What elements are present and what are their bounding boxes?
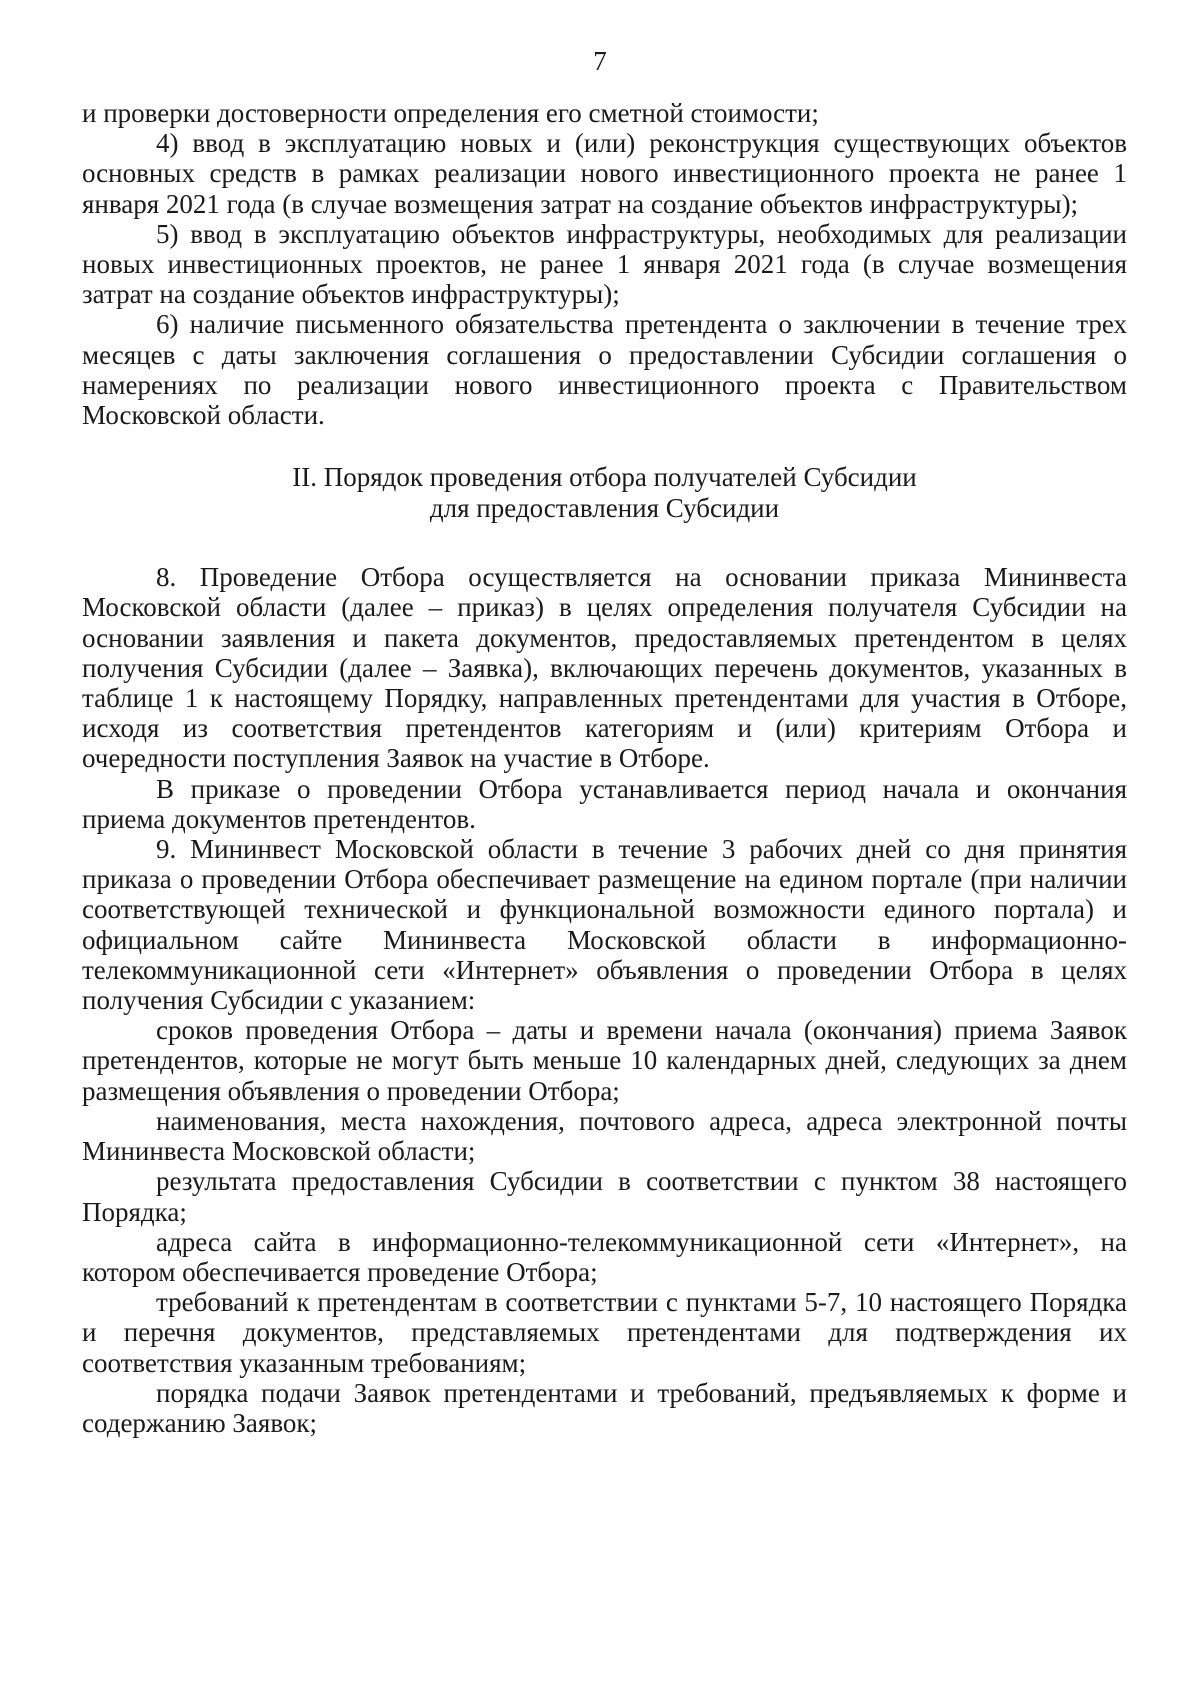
- section-heading: [82, 462, 1127, 524]
- paragraph-item-5: 5) ввод в эксплуатацию объектов инфраструктуры, необходимых для реализации новых инвестиционных проектов, не ранее 1 января 2021 года (в случае возмещения затрат на создание объектов инфраструктуры);: [82, 218, 1127, 310]
- document-body: [82, 98, 1127, 1438]
- paragraph-website: адреса сайта в информационно-телекоммуникационной сети «Интернет», на котором обеспечивается проведение Отбора;: [82, 1226, 1127, 1287]
- paragraph-order-period: В приказе о проведении Отбора устанавливается период начала и окончания приема документов претендентов.: [82, 773, 1127, 834]
- paragraph-item-6: 6) наличие письменного обязательства претендента о заключении в течение трех месяцев с даты заключения соглашения о предоставлении Субсидии соглашения о намерениях по реализации нового инвестиционного проекта с Правительством Московской области.: [82, 309, 1127, 431]
- paragraph-contacts: наименования, места нахождения, почтового адреса, адреса электронной почты Мининвеста Московской области;: [82, 1105, 1127, 1167]
- paragraph-item-4: 4) ввод в эксплуатацию новых и (или) реконструкция существующих объектов основных средств в рамках реализации нового инвестиционного проекта не ранее 1 января 2021 года (в случае возмещения затрат на создание объектов инфраструктуры);: [82, 128, 1127, 219]
- paragraph-submission-order: порядка подачи Заявок претендентами и требований, предъявляемых к форме и содержанию Заявок;: [82, 1377, 1127, 1438]
- section-title-line-1: II. Порядок проведения отбора получателей Субсидии: [292, 462, 917, 493]
- section-title-line-2: для предоставления Субсидии: [429, 493, 780, 524]
- paragraph-requirements: требований к претендентам в соответствии с пунктами 5-7, 10 настоящего Порядка и перечня документов, представляемых претендентами для подтверждения их соответствия указанным требованиям;: [82, 1287, 1127, 1378]
- paragraph-clause-8: 8. Проведение Отбора осуществляется на основании приказа Мининвеста Московской области (далее – приказ) в целях определения получателя Субсидии на основании заявления и пакета документов, предоставляемых претендентом в целях получения Субсидии (далее – Заявка), включающих перечень документов, указанных в таблице 1 к настоящему Порядку, направленных претендентами для участия в Отборе, исходя из соответствия претендентов категориям и (или) критериям Отбора и очередности поступления Заявок на участие в Отборе.: [82, 562, 1127, 774]
- page-number: 7: [593, 46, 607, 76]
- paragraph-result: результата предоставления Субсидии в соответствии с пунктом 38 настоящего Порядка;: [82, 1166, 1127, 1227]
- paragraph-continuation: и проверки достоверности определения его сметной стоимости;: [82, 98, 819, 128]
- paragraph-deadlines: сроков проведения Отбора – даты и времени начала (окончания) приема Заявок претендентов, которые не могут быть меньше 10 календарных дней, следующих за днем размещения объявления о проведении Отбора;: [82, 1015, 1127, 1106]
- paragraph-clause-9: 9. Мининвест Московской области в течение 3 рабочих дней со дня принятия приказа о проведении Отбора обеспечивает размещение на едином портале (при наличии соответствующей технической и функциональной возможности единого портала) и официальном сайте Мининвеста Московской области в информационно-телекоммуникационной сети «Интернет» объявления о проведении Отбора в целях получения Субсидии с указанием:: [82, 834, 1127, 1016]
